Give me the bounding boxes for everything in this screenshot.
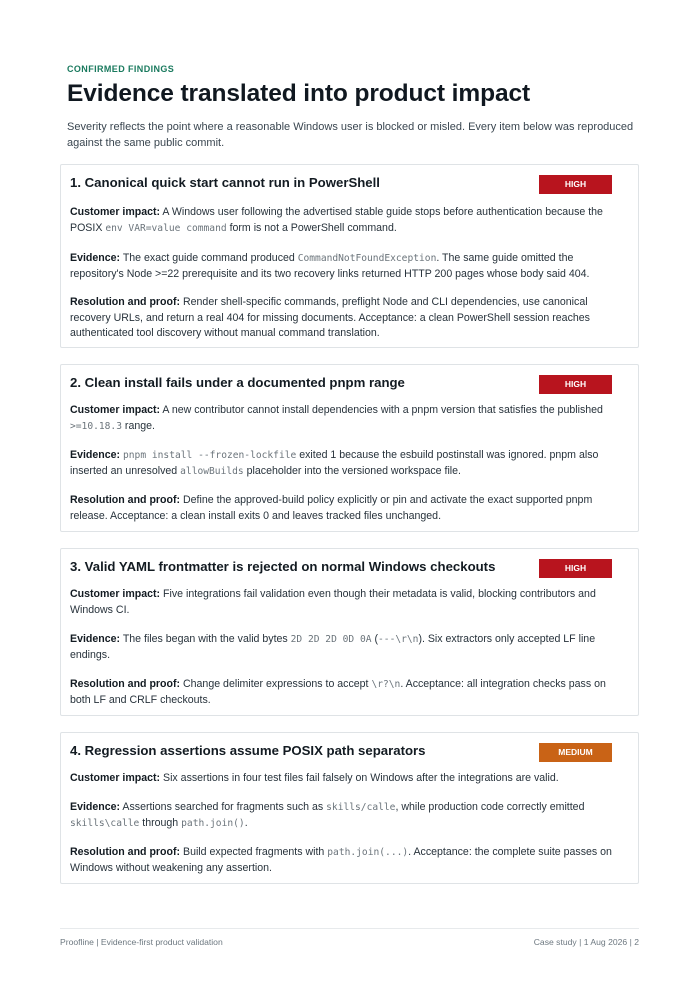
- resolution-label: Resolution and proof:: [70, 494, 181, 506]
- evidence-label: Evidence:: [70, 252, 121, 264]
- inline-code: >=10.18.3: [70, 420, 122, 432]
- evidence-label: Evidence:: [70, 633, 121, 645]
- evidence: [70, 632, 626, 663]
- evidence-text: pnpm install --frozen-lockfile exited 1 because the esbuild postinstall was ignored. pnpm also inserted an unresolved allowBuilds placeholder into the versioned workspace file.: [70, 449, 599, 477]
- inline-code: 2D 2D 2D 0D 0A: [290, 634, 372, 645]
- impact-label: Customer impact:: [70, 772, 161, 784]
- resolution-and-proof: [70, 295, 626, 342]
- evidence-text: The exact guide command produced CommandNotFoundException. The same guide omitted the repository's Node >=22 prerequisite and its two recovery links returned HTTP 200 pages whose body said 404.: [70, 252, 590, 280]
- impact-text: Five integrations fail validation even though their metadata is valid, blocking contributors and Windows CI.: [70, 588, 596, 616]
- evidence: [70, 448, 626, 479]
- resolution-and-proof: [70, 845, 626, 876]
- page-title: Evidence translated into product impact: [67, 80, 531, 107]
- evidence-label: Evidence:: [70, 449, 121, 461]
- evidence-text: Assertions searched for fragments such as skills/calle, while production code correctly emitted skills\calle through path.join().: [70, 801, 585, 829]
- inline-code: path.join(...): [327, 847, 409, 858]
- finding-card: [60, 548, 639, 716]
- resolution-and-proof: [70, 677, 626, 708]
- intro-paragraph: Severity reflects the point where a reasonable Windows user is blocked or misled. Every item below was reproduced against the same public commit.: [67, 121, 634, 149]
- footer-divider: [60, 928, 639, 929]
- inline-code: \r?\n: [371, 679, 401, 690]
- finding-card: [60, 364, 639, 532]
- finding-title: 2. Clean install fails under a documented pnpm range: [70, 375, 405, 390]
- severity-badge: MEDIUM: [539, 743, 612, 762]
- evidence: [70, 251, 626, 282]
- evidence-text: The files began with the valid bytes 2D 2D 2D 0D 0A (---\r\n). Six extractors only accepted LF line endings.: [70, 633, 596, 661]
- inline-code: env VAR=value command: [105, 222, 227, 234]
- impact-label: Customer impact:: [70, 206, 161, 218]
- evidence: [70, 800, 626, 831]
- footer-page-info: Case study | 1 Aug 2026 | 2: [533, 937, 639, 947]
- customer-impact: [70, 205, 626, 236]
- customer-impact: [70, 771, 626, 787]
- severity-badge: HIGH: [539, 175, 612, 194]
- section-eyebrow: CONFIRMED FINDINGS: [67, 64, 175, 74]
- resolution-text: Render shell-specific commands, preflight Node and CLI dependencies, use canonical recovery URLs, and return a real 404 for missing documents. Acceptance: a clean PowerShell session reaches authenticated tool discovery without manual command translation.: [70, 296, 590, 339]
- inline-code: skills/calle: [326, 802, 396, 813]
- inline-code: skills\calle: [70, 817, 140, 829]
- customer-impact: [70, 403, 626, 434]
- impact-text: Six assertions in four test files fail falsely on Windows after the integrations are valid.: [163, 772, 559, 784]
- finding-title: 1. Canonical quick start cannot run in PowerShell: [70, 175, 380, 190]
- resolution-label: Resolution and proof:: [70, 678, 181, 690]
- impact-text: A Windows user following the advertised stable guide stops before authentication because the POSIX env VAR=value command form is not a PowerShell command.: [70, 206, 603, 234]
- impact-label: Customer impact:: [70, 404, 161, 416]
- resolution-text: Define the approved-build policy explicitly or pin and activate the exact supported pnpm release. Acceptance: a clean install exits 0 and leaves tracked files unchanged.: [70, 494, 593, 522]
- evidence-label: Evidence:: [70, 801, 121, 813]
- customer-impact: [70, 587, 626, 618]
- resolution-text: Change delimiter expressions to accept \r?\n. Acceptance: all integration checks pass on both LF and CRLF checkouts.: [70, 678, 606, 706]
- inline-code: allowBuilds: [180, 465, 244, 477]
- finding-title: 3. Valid YAML frontmatter is rejected on normal Windows checkouts: [70, 559, 496, 574]
- resolution-label: Resolution and proof:: [70, 296, 181, 308]
- finding-card: [60, 732, 639, 884]
- footer-brand: Proofline | Evidence-first product validation: [60, 937, 223, 947]
- resolution-text: Build expected fragments with path.join(...). Acceptance: the complete suite passes on Windows without weakening any assertion.: [70, 846, 612, 874]
- resolution-and-proof: [70, 493, 626, 524]
- finding-title: 4. Regression assertions assume POSIX path separators: [70, 743, 426, 758]
- impact-label: Customer impact:: [70, 588, 161, 600]
- inline-code: pnpm install --frozen-lockfile: [123, 450, 297, 461]
- severity-badge: HIGH: [539, 375, 612, 394]
- inline-code: ---\r\n: [378, 634, 419, 645]
- severity-badge: HIGH: [539, 559, 612, 578]
- impact-text: A new contributor cannot install dependencies with a pnpm version that satisfies the published >=10.18.3 range.: [70, 404, 603, 432]
- inline-code: path.join(): [181, 817, 245, 829]
- inline-code: CommandNotFoundException: [297, 253, 437, 264]
- finding-card: [60, 164, 639, 348]
- resolution-label: Resolution and proof:: [70, 846, 181, 858]
